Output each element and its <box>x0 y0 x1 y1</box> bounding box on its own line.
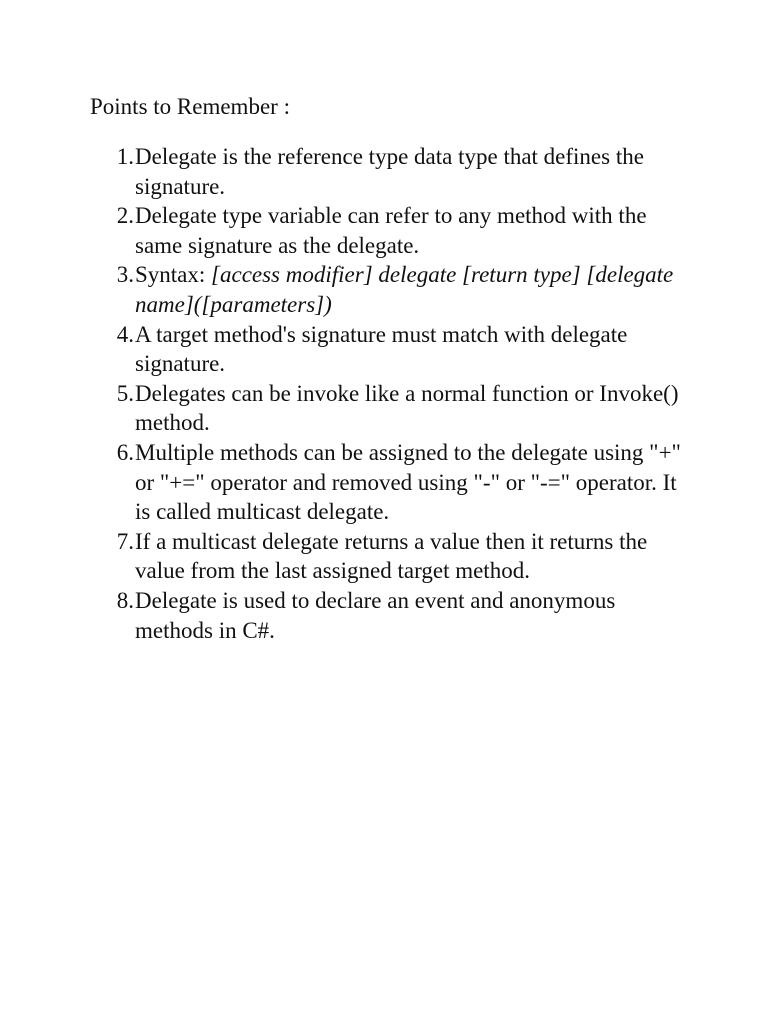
item-number: 6. <box>116 439 134 465</box>
item-number: 2. <box>116 203 134 229</box>
item-number: 8. <box>116 587 134 613</box>
list-item <box>90 142 690 201</box>
item-text: If a multicast delegate returns a value then it returns the value from the last assigned target method. <box>135 528 648 584</box>
item-number: 5. <box>116 380 134 406</box>
list-item <box>90 527 690 586</box>
item-number: 7. <box>116 528 134 554</box>
item-text: Multiple methods can be assigned to the delegate using "+" or "+=" operator and removed using "-" or "-=" operator. It is called multicast delegate. <box>135 439 681 525</box>
document-heading: Points to Remember : <box>90 94 290 119</box>
list-item <box>90 379 690 438</box>
syntax-form: [access modifier] delegate [return type] [delegate name]([parameters]) <box>135 262 674 317</box>
list-item <box>90 201 690 260</box>
item-number: 3. <box>116 262 134 288</box>
item-text-syntax <box>135 260 690 319</box>
points-list <box>90 142 690 645</box>
item-text: Delegate type variable can refer to any method with the same signature as the delegate. <box>135 203 647 258</box>
item-text: Delegates can be invoke like a normal function or Invoke() method. <box>135 380 679 436</box>
item-number: 1. <box>116 144 134 169</box>
item-number: 4. <box>116 321 134 347</box>
list-item <box>90 586 690 645</box>
list-item <box>90 320 690 379</box>
document-body <box>90 92 690 645</box>
item-text: A target method's signature must match with delegate signature. <box>135 321 628 377</box>
item-text: Delegate is used to declare an event and anonymous methods in C#. <box>135 587 616 643</box>
item-text: Delegate is the reference type data type that defines the signature. <box>135 144 644 199</box>
list-item <box>90 260 690 319</box>
list-item <box>90 438 690 527</box>
syntax-label: Syntax: <box>135 262 212 288</box>
